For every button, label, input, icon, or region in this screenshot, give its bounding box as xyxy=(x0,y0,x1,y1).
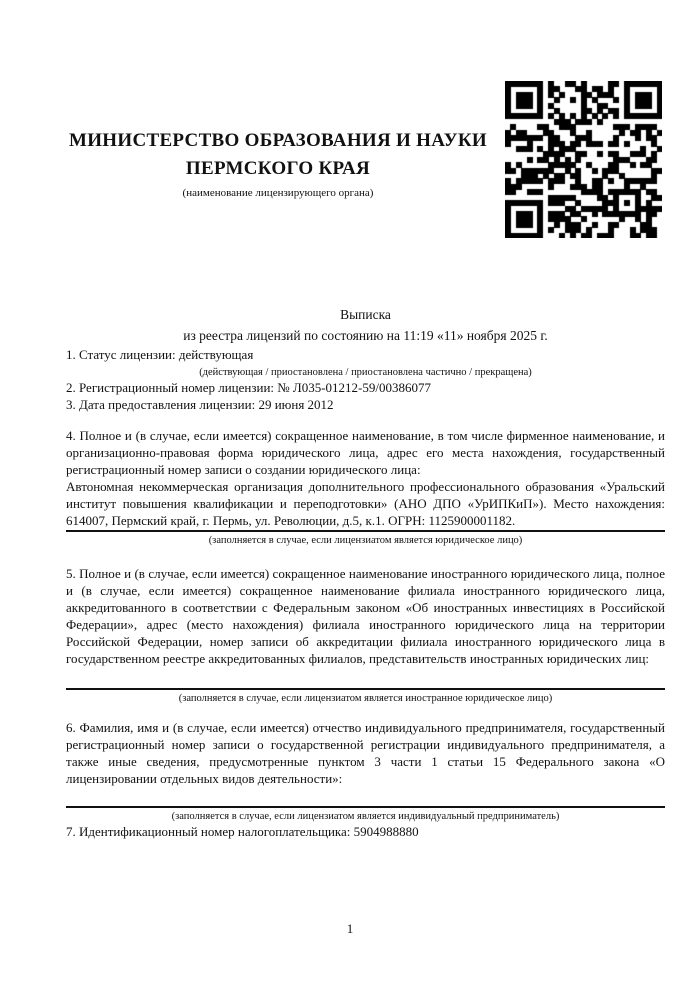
license-status-options-caption: (действующая / приостановлена / приостановлена частично / прекращена) xyxy=(199,367,532,378)
foreign-entity-caption: (заполняется в случае, если лицензиатом является иностранное юридическое лицо) xyxy=(178,693,553,704)
legal-entity-item: 4. Полное и (в случае, если имеется) сокращенное наименование, в том числе фирменное наименование, и организационно-правовая форма юридического лица, адрес его места нахождения, государственный регистрационный номер записи о создании юридического лица: xyxy=(66,428,665,477)
document-title xyxy=(66,304,665,346)
foreign-entity-divider xyxy=(66,688,665,690)
entrepreneur-caption: (заполняется в случае, если лицензиатом является индивидуальный предприниматель) xyxy=(171,811,560,822)
ministry-name-line2: ПЕРМСКОГО КРАЯ xyxy=(185,158,371,179)
page-number: 1 xyxy=(346,921,354,936)
entrepreneur-section xyxy=(66,719,665,823)
legal-entity-section xyxy=(66,427,665,547)
taxpayer-number-item: 7. Идентификационный номер налогоплательщика: 5904988880 xyxy=(66,824,419,839)
ministry-name-line1: МИНИСТЕРСТВО ОБРАЗОВАНИЯ И НАУКИ xyxy=(68,130,488,151)
registration-number-item: 2. Регистрационный номер лицензии: № Л035-01212-59/00386077 xyxy=(66,380,432,395)
licensing-authority-header xyxy=(66,0,490,200)
authority-caption: (наименование лицензирующего органа) xyxy=(182,187,374,199)
foreign-entity-section xyxy=(66,565,665,705)
qr-code xyxy=(505,81,662,238)
legal-entity-divider xyxy=(66,530,665,532)
license-status-item: 1. Статус лицензии: действующая xyxy=(66,347,254,362)
legal-entity-value: Автономная некоммерческая организация дополнительного профессионального образования «Уральский институт повышения квалификации и переподготовки» (АНО ДПО «УрИПКиП»). Место нахождения: 614007, Пермский край, г. Пермь, ул. Революции, д.5, к.1. ОГРН: 1125900001182. xyxy=(66,479,665,528)
foreign-entity-item: 5. Полное и (в случае, если имеется) сокращенное наименование иностранного юридического лица, полное и (в случае, если имеется) сокращенное наименование филиала иностранного юридического лица, аккредитованного в соответствии с Федеральным законом «Об иностранных инвестициях в Российской Федерации», адрес (место нахождения) филиала иностранного юридического лица на территории Российской Федерации, номер записи об аккредитации филиала иностранного юридического лица в государственном реестре аккредитованных филиалов, представительств иностранных юридических лиц: xyxy=(66,566,665,666)
foreign-entity-empty-field xyxy=(66,667,665,687)
document-body xyxy=(66,346,665,840)
qr-code-icon xyxy=(505,81,662,238)
entrepreneur-empty-field xyxy=(66,787,665,805)
grant-date-item: 3. Дата предоставления лицензии: 29 июня 2012 xyxy=(66,397,334,412)
document-title-line1: Выписка xyxy=(340,307,391,322)
document-title-line2: из реестра лицензий по состоянию на 11:19 «11» ноября 2025 г. xyxy=(183,328,548,343)
legal-entity-caption: (заполняется в случае, если лицензиатом является юридическое лицо) xyxy=(208,535,523,546)
entrepreneur-divider xyxy=(66,806,665,808)
entrepreneur-item: 6. Фамилия, имя и (в случае, если имеется) отчество индивидуального предпринимателя, государственный регистрационный номер записи о государственной регистрации индивидуального предпринимателя, а также иные сведения, предусмотренные пунктом 3 части 1 статьи 15 Федерального закона «О лицензировании отдельных видов деятельности»: xyxy=(66,720,665,786)
